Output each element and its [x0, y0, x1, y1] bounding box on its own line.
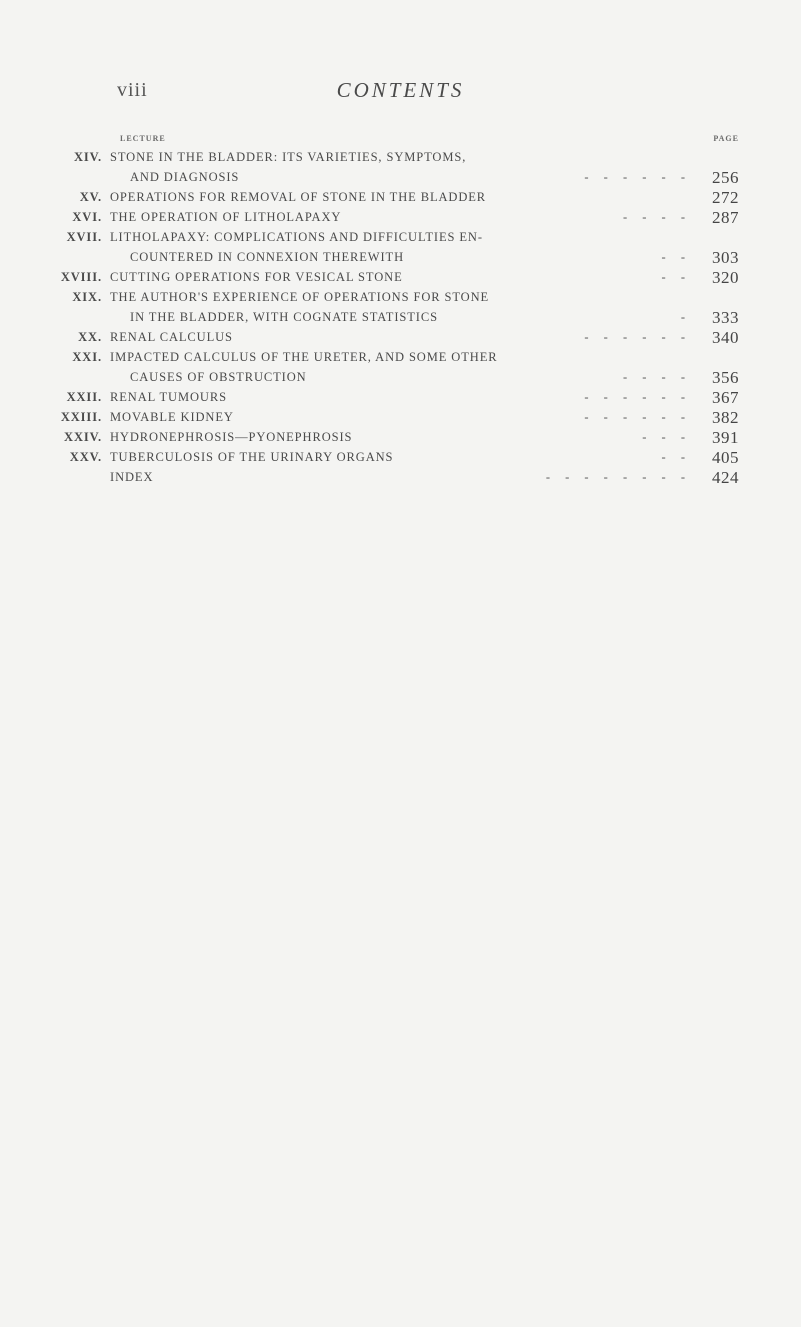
- entry-line: [0, 470, 801, 490]
- dot-leader: - - - - - -: [584, 410, 691, 424]
- page-reference: 340: [712, 328, 739, 347]
- entry-line: [0, 310, 801, 330]
- dot-leader: -: [680, 310, 691, 324]
- contents-entry: [0, 390, 801, 410]
- lecture-title: CAUSES OF OBSTRUCTION: [130, 370, 307, 384]
- lecture-title: TUBERCULOSIS OF THE URINARY ORGANS: [110, 450, 394, 464]
- contents-entry: [0, 210, 801, 230]
- contents-entry: [0, 230, 801, 270]
- contents-entry: [0, 290, 801, 330]
- lecture-number: XX.: [78, 330, 102, 344]
- lecture-number: XXV.: [69, 450, 102, 464]
- lecture-title: COUNTERED IN CONNEXION THEREWITH: [130, 250, 405, 264]
- page-column-label: PAGE: [713, 134, 739, 143]
- lecture-title: STONE IN THE BLADDER: ITS VARIETIES, SYMPTOMS,: [110, 150, 467, 164]
- page-reference: 303: [712, 248, 739, 267]
- lecture-number: XV.: [79, 190, 102, 204]
- page-number: viii: [117, 79, 148, 101]
- lecture-number: XXI.: [72, 350, 102, 364]
- page-reference: 356: [712, 368, 739, 387]
- contents-entry: [0, 150, 801, 190]
- lecture-title: MOVABLE KIDNEY: [110, 410, 234, 424]
- dot-leader: - - - -: [622, 370, 691, 384]
- contents-entry: [0, 350, 801, 390]
- page-reference: 272: [712, 188, 739, 207]
- lecture-number: XXIII.: [60, 410, 102, 424]
- contents-list: [0, 150, 801, 490]
- dot-leader: - -: [661, 450, 691, 464]
- entry-line: [0, 170, 801, 190]
- lecture-title: RENAL TUMOURS: [110, 390, 227, 404]
- dot-leader: - -: [661, 250, 691, 264]
- page-reference: 320: [712, 268, 739, 287]
- lecture-title: OPERATIONS FOR REMOVAL OF STONE IN THE BLADDER: [110, 190, 487, 204]
- dot-leader: - - - - - - - -: [545, 470, 691, 484]
- lecture-title: HYDRONEPHROSIS—PYONEPHROSIS: [110, 430, 353, 444]
- lecture-number: XIV.: [73, 150, 102, 164]
- dot-leader: - - - - - -: [584, 390, 691, 404]
- contents-entry: [0, 190, 801, 210]
- entry-line: [0, 450, 801, 470]
- entry-line: [0, 430, 801, 450]
- lecture-number: XXII.: [66, 390, 102, 404]
- dot-leader: - - - - - -: [584, 330, 691, 344]
- entry-line: [0, 330, 801, 350]
- contents-entry: [0, 330, 801, 350]
- lecture-title: THE OPERATION OF LITHOLAPAXY: [110, 210, 342, 224]
- entry-line: [0, 370, 801, 390]
- lecture-title: THE AUTHOR'S EXPERIENCE OF OPERATIONS FOR STONE: [110, 290, 490, 304]
- lecture-number: XIX.: [72, 290, 102, 304]
- lecture-title: IMPACTED CALCULUS OF THE URETER, AND SOME OTHER: [110, 350, 498, 364]
- lecture-title: CUTTING OPERATIONS FOR VESICAL STONE: [110, 270, 403, 284]
- entry-line: [0, 150, 801, 170]
- dot-leader: - - - -: [622, 210, 691, 224]
- entry-line: [0, 250, 801, 270]
- entry-line: [0, 210, 801, 230]
- page-reference: 256: [712, 168, 739, 187]
- page-reference: 391: [712, 428, 739, 447]
- page-reference: 367: [712, 388, 739, 407]
- contents-entry: [0, 270, 801, 290]
- entry-line: [0, 390, 801, 410]
- running-title: CONTENTS: [336, 78, 465, 102]
- contents-entry: [0, 450, 801, 470]
- entry-line: [0, 410, 801, 430]
- lecture-number: XVIII.: [60, 270, 102, 284]
- entry-line: [0, 230, 801, 250]
- contents-entry: [0, 410, 801, 430]
- lecture-title: INDEX: [110, 470, 154, 484]
- entry-line: [0, 190, 801, 210]
- lecture-title: LITHOLAPAXY: COMPLICATIONS AND DIFFICULTIES EN-: [110, 230, 483, 244]
- contents-entry: [0, 470, 801, 490]
- lecture-number: XVII.: [66, 230, 102, 244]
- lecture-number: XXIV.: [64, 430, 102, 444]
- dot-leader: - - - - - -: [584, 170, 691, 184]
- page-reference: 405: [712, 448, 739, 467]
- dot-leader: - -: [661, 270, 691, 284]
- entry-line: [0, 290, 801, 310]
- entry-line: [0, 270, 801, 290]
- page-reference: 382: [712, 408, 739, 427]
- page-reference: 424: [712, 468, 739, 487]
- lecture-number: XVI.: [72, 210, 102, 224]
- dot-leader: - - -: [642, 430, 691, 444]
- lecture-column-label: LECTURE: [120, 134, 166, 143]
- page-reference: 333: [712, 308, 739, 327]
- lecture-title: RENAL CALCULUS: [110, 330, 233, 344]
- lecture-title: AND DIAGNOSIS: [130, 170, 240, 184]
- page-reference: 287: [712, 208, 739, 227]
- contents-entry: [0, 430, 801, 450]
- entry-line: [0, 350, 801, 370]
- lecture-title: IN THE BLADDER, WITH COGNATE STATISTICS: [130, 310, 438, 324]
